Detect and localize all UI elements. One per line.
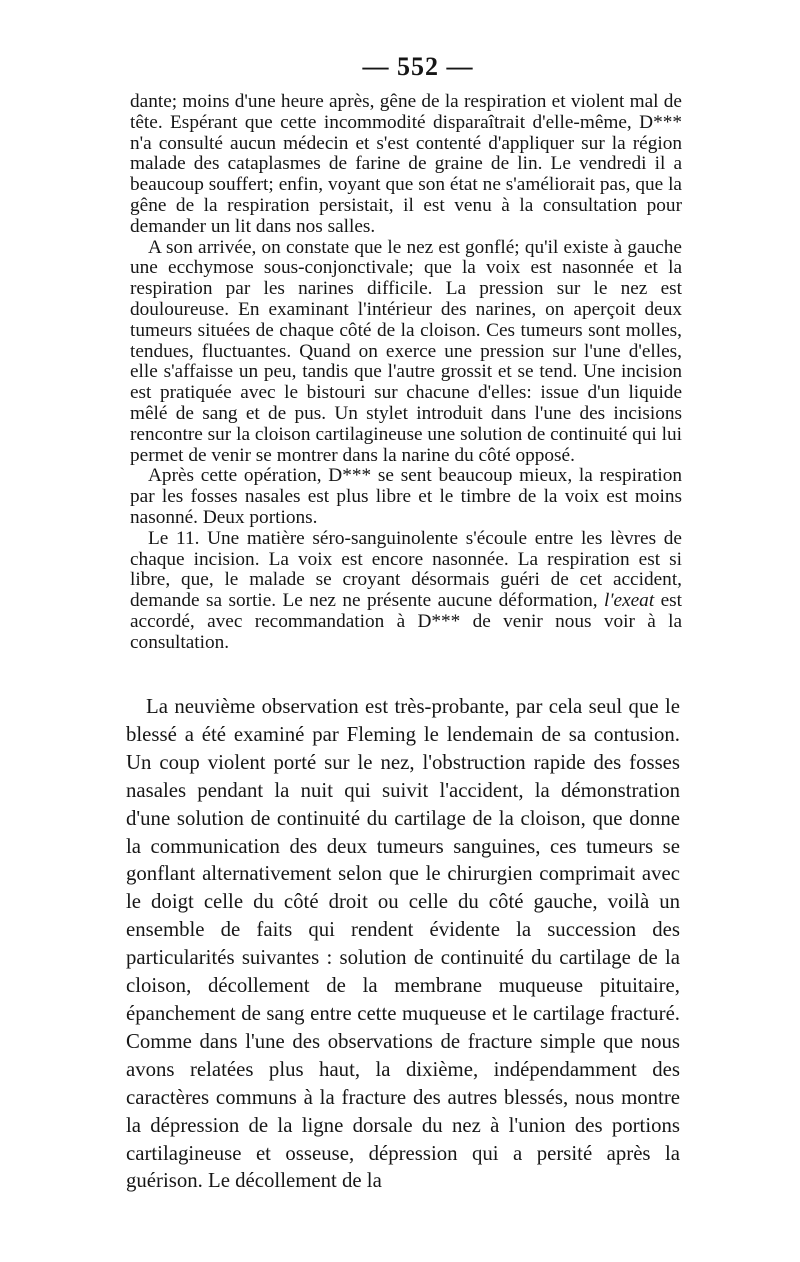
exeat-term: l'exeat — [604, 590, 655, 612]
observation-paragraph-3: Après cette opération, D*** se sent beaucoup mieux, la respiration par les fosses nasales est plus libre et le timbre de la voix est moins nasonné. Deux portions. — [130, 465, 682, 528]
observation-paragraph-4-end: est accordé, avec recommandation à D*** de venir nous voir à la consultation. — [130, 590, 682, 653]
observation-paragraph-1: dante; moins d'une heure après, gêne de la respiration et violent mal de tête. Espérant que cette incommodité disparaîtrait d'elle-même, D*** n'a consulté aucun médecin et s'est contenté d'appliquer sur la région malade des cataplasmes de farine de graine de lin. Le vendredi il a beaucoup souffert; enfin, voyant que son état ne s'améliorait pas, que la gêne de la respiration persistait, il est venu à la consultation pour demander un lit dans nos salles. — [130, 91, 682, 237]
commentary-text — [126, 693, 680, 1195]
observation-paragraph-4-start: Le 11. Une matière séro-sanguinolente s'écoule entre les lèvres de chaque incision. La voix est encore nasonnée. La respiration est si libre, que, le malade se croyant désormais guéri de cet accident, demande sa sortie. Le nez ne présente aucune déformation, — [130, 527, 682, 612]
observation-text — [130, 92, 682, 654]
page-number: — 552 — — [362, 52, 474, 81]
observation-paragraph-4 — [130, 529, 682, 654]
observation-paragraph-2: A son arrivée, on constate que le nez est gonflé; qu'il existe à gauche une ecchymose sous-conjonctivale; que la voix est nasonnée et la respiration par les narines difficile. La pression sur le nez est douloureuse. En examinant l'intérieur des narines, on aperçoit deux tumeurs situées de chaque côté de la cloison. Ces tumeurs sont molles, tendues, fluctuantes. Quand on exerce une pression sur l'une d'elles, elle s'affaisse un peu, tandis que l'autre grossit et se tend. Une incision est pratiquée avec le bistouri sur chacune d'elles: issue d'un liquide mêlé de sang et de pus. Un stylet introduit dans l'une des incisions rencontre sur la cloison cartilagineuse une solution de continuité qui lui permet de venir se montrer dans la narine du côté opposé. — [130, 236, 682, 466]
commentary-paragraph: La neuvième observation est très-probante, par cela seul que le blessé a été examiné par Fleming le lendemain de sa contusion. Un coup violent porté sur le nez, l'obstruction rapide des fosses nasales pendant la nuit qui suivit l'accident, la démonstration d'une solution de continuité du cartilage de la cloison, que donne la communication des deux tumeurs sanguines, ces tumeurs se gonflant alternativement selon que le chirurgien comprimait avec le doigt celle du côté droit ou celle du côté gauche, voilà un ensemble de faits qui rendent évidente la succession des particularités suivantes : solution de continuité du cartilage de la cloison, décollement de la membrane muqueuse pituitaire, épanchement de sang entre cette muqueuse et le cartilage fracturé. Comme dans l'une des observations de fracture simple que nous avons relatées plus haut, la dixième, indépendamment des caractères communs à la fracture des autres blessés, nous montre la dépression de la ligne dorsale du nez à l'union des portions cartilagineuse et osseuse, dépression qui a persité après la guérison. Le décollement de la — [126, 695, 680, 1193]
